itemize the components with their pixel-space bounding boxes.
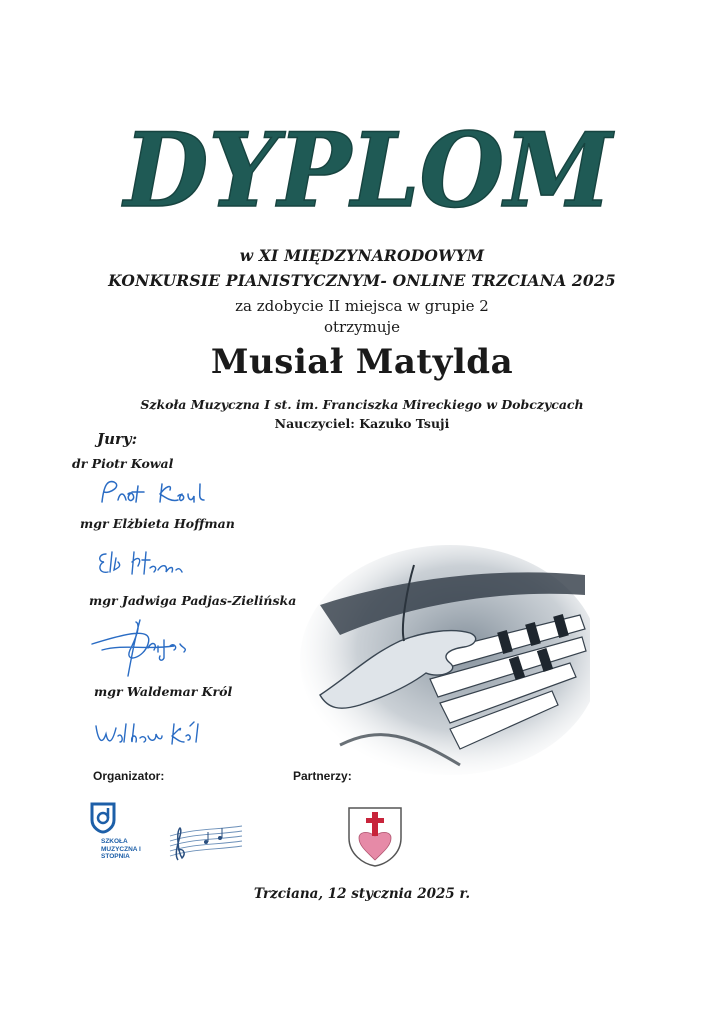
contest-line-2: KONKURSIE PIANISTYCZNYM- ONLINE TRZCIANA 2025 xyxy=(108,271,616,290)
juror-name-1: dr Piotr Kowal xyxy=(72,456,174,471)
juror-signature-4 xyxy=(90,716,210,752)
contest-line-1: w XI MIĘDZYNARODOWYM xyxy=(239,246,485,265)
music-school-logo-text: SZKOŁA MUZYCZNA I STOPNIA xyxy=(101,838,141,860)
diploma-title-text: DYPLOM xyxy=(121,111,615,218)
music-staff-logo xyxy=(166,822,246,868)
juror-name-4: mgr Waldemar Król xyxy=(94,684,233,699)
trzciana-coat-of-arms xyxy=(345,804,405,868)
juror-signature-2 xyxy=(92,546,192,582)
receives-line: otrzymuje xyxy=(323,318,401,336)
award-line: za zdobycie II miejsca w grupie 2 xyxy=(235,297,489,315)
school-name: Szkoła Muzyczna I st. im. Franciszka Mireckiego w Dobczycach xyxy=(140,397,584,412)
juror-signature-1 xyxy=(96,474,226,512)
issue-date: Trzciana, 12 stycznia 2025 r. xyxy=(253,886,471,902)
juror-signature-3 xyxy=(84,614,214,678)
teacher-name: Nauczyciel: Kazuko Tsuji xyxy=(274,416,450,431)
diploma-title xyxy=(118,108,618,218)
partners-label: Partnerzy: xyxy=(293,769,352,783)
music-school-logo xyxy=(88,800,118,834)
juror-name-2: mgr Elżbieta Hoffman xyxy=(80,516,235,531)
winner-name: Musiał Matylda xyxy=(210,342,514,382)
jury-heading: Jury: xyxy=(97,430,138,448)
organizer-label: Organizator: xyxy=(93,769,165,783)
juror-name-3: mgr Jadwiga Padjas-Zielińska xyxy=(89,593,297,608)
piano-hand-illustration xyxy=(300,545,590,785)
